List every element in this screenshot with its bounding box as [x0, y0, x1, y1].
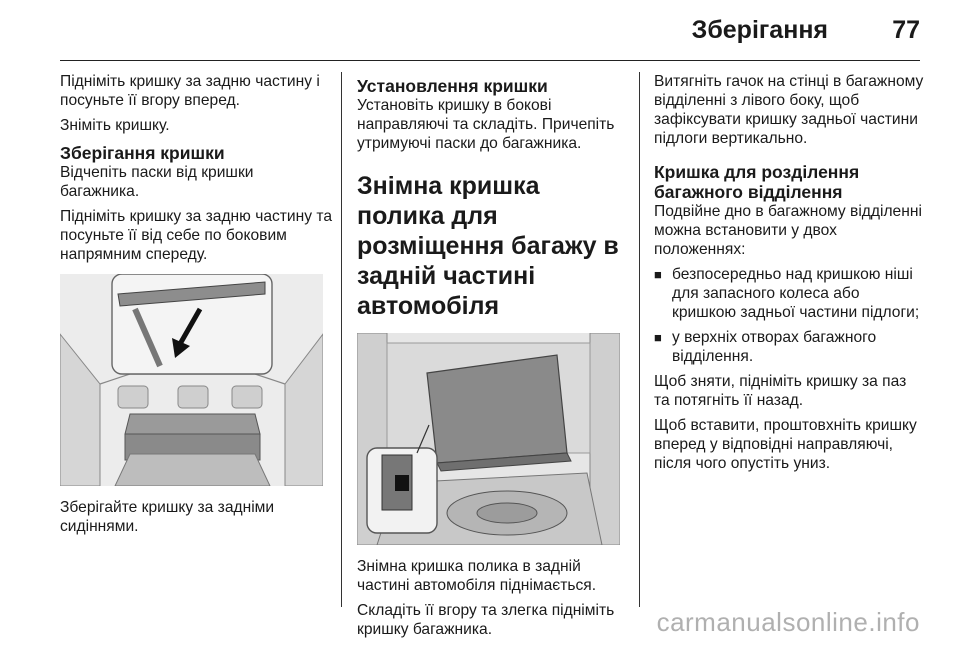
- paragraph: Щоб зняти, підніміть кришку за паз та потягніть її назад.: [654, 373, 907, 409]
- list-item: [654, 328, 926, 366]
- figure-caption: Зберігайте кришку за задніми сидіннями.: [60, 499, 275, 535]
- paragraph: Знімна кришка полика в задній частині автомобіля піднімається.: [357, 558, 597, 594]
- section-heading: Установлення кришки: [357, 76, 548, 96]
- column-3: [654, 72, 926, 479]
- column-divider-1: [341, 72, 342, 607]
- paragraph: Відчепіть паски від кришки багажника.: [60, 164, 254, 200]
- cargo-cover-storage-drawing: [60, 274, 323, 486]
- column-divider-2: [639, 72, 640, 607]
- paragraph: Складіть її вгору та злегка підніміть кришку багажника.: [357, 602, 615, 638]
- page-number: 77: [892, 16, 920, 44]
- section-title: Знімна кришка полика для розміщення багажу в задній частині автомобіля: [357, 172, 619, 320]
- paragraph: Щоб вставити, проштовхніть кришку вперед у відповідні направляючі, після чого опустіть униз.: [654, 417, 917, 472]
- paragraph: Витягніть гачок на стінці в багажному відділенні з лівого боку, щоб зафіксувати кришку задньої частини підлоги вертикально.: [654, 73, 924, 147]
- illustration-rear-floor-cover: [357, 333, 620, 545]
- section-heading: Зберігання кришки: [60, 143, 225, 163]
- paragraph: Підніміть кришку за задню частину та посуньте її від себе по боковим напрямним спереду.: [60, 208, 333, 263]
- bullet-icon: ■: [654, 330, 662, 345]
- column-1: [60, 72, 332, 542]
- rear-floor-cover-drawing: [357, 333, 620, 545]
- paragraph: Подвійне дно в багажному відділенні можна встановити у двох положеннях:: [654, 203, 922, 258]
- illustration-cover-storage: [60, 274, 323, 486]
- page-header: [60, 0, 920, 61]
- paragraph: Підніміть кришку за задню частину і посуньте її вгору вперед.: [60, 73, 320, 109]
- page-title: Зберігання: [691, 16, 828, 44]
- column-2: [357, 72, 629, 645]
- list-item: [654, 265, 926, 322]
- paragraph: Установіть кришку в бокові направляючі та складіть. Причепіть утримуючі паски до багажника.: [357, 97, 615, 152]
- bullet-icon: ■: [654, 267, 662, 282]
- watermark: carmanualsonline.info: [656, 607, 920, 637]
- list-item-text: безпосередньо над кришкою ніші для запасного колеса або кришкою задньої частини підлоги;: [672, 266, 920, 321]
- section-heading: Кришка для розділення багажного відділення: [654, 162, 860, 202]
- paragraph: Зніміть кришку.: [60, 117, 170, 134]
- list-item-text: у верхніх отворах багажного відділення.: [672, 329, 877, 365]
